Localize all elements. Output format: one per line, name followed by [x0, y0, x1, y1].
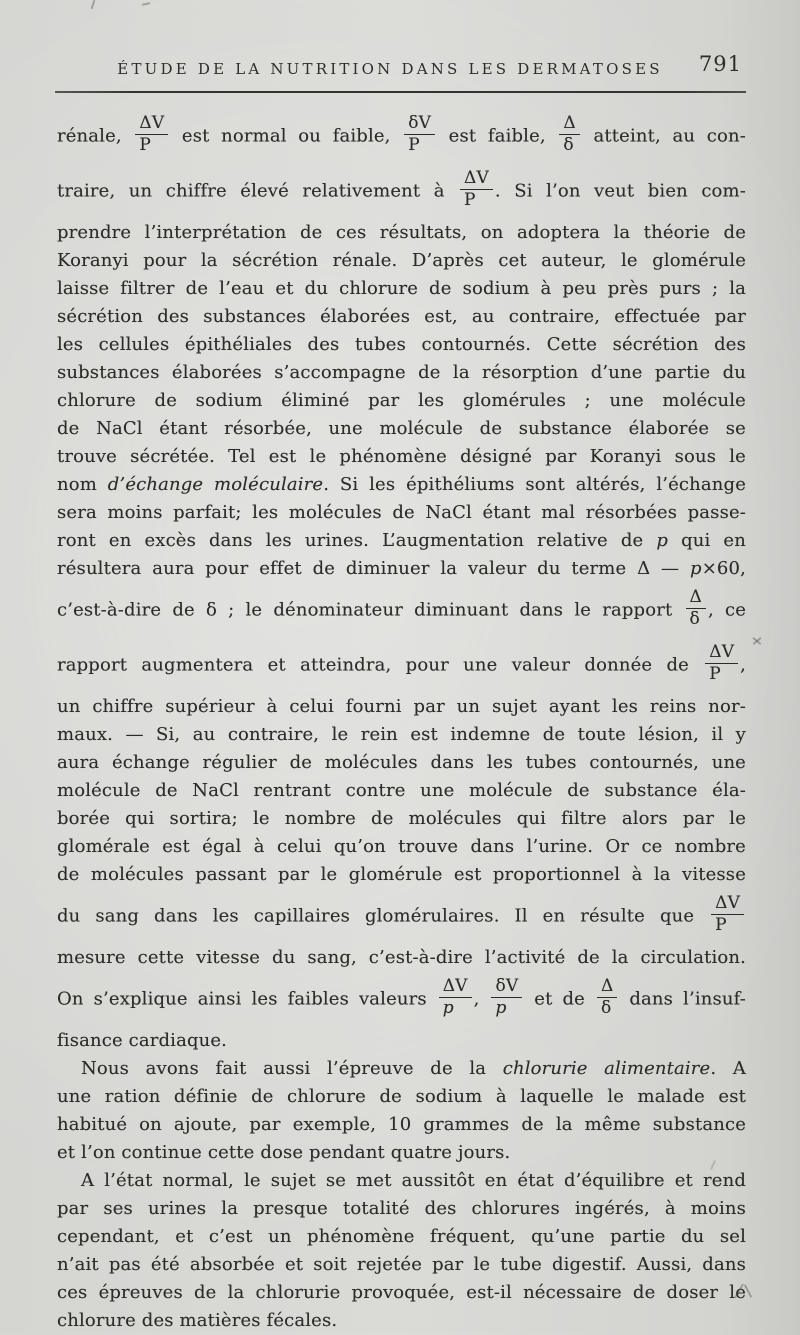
text-run: habitué on ajoute, par exemple, 10 grammes de la même substance: [57, 1114, 746, 1136]
text-line: [57, 359, 746, 387]
text-run: les cellules épithéliales des tubes contournés. Cette sécrétion des: [57, 334, 746, 356]
text-line: [57, 972, 746, 1027]
fraction-denominator: P: [404, 134, 435, 155]
text-run: Koranyi pour la sécrétion rénale. D’après cet auteur, le glomérule: [57, 250, 746, 272]
text-run: nom: [57, 474, 108, 496]
header-rule: [55, 91, 746, 93]
text-line: [57, 1195, 746, 1223]
text-run: un chiffre supérieur à celui fourni par un sujet ayant les reins nor-: [57, 696, 746, 718]
text-run: sécrétion des substances élaborées est, au contraire, effectuée par: [57, 306, 746, 328]
text-line: [57, 583, 746, 638]
text-line: [57, 861, 746, 889]
text-line: [57, 749, 746, 777]
fraction-numerator: δV: [408, 113, 432, 133]
text-run: . A: [710, 1058, 746, 1080]
fraction-denominator: p: [491, 997, 522, 1018]
fraction-denominator: p: [439, 997, 472, 1018]
fraction-denominator: δ: [686, 608, 706, 629]
text-run: c’est-à-dire de δ ; le dénominateur diminuant dans le rapport: [57, 599, 684, 621]
text-line: [57, 693, 746, 721]
text-run: glomérale est égal à celui qu’on trouve dans l’urine. Or ce nombre: [57, 836, 746, 858]
fraction: [686, 588, 706, 629]
text-line: [57, 1111, 746, 1139]
text-line: [57, 1055, 746, 1083]
text-run: molécule de NaCl rentrant contre une molécule de substance éla-: [57, 780, 746, 802]
text-line: [57, 247, 746, 275]
text-line: [57, 1279, 746, 1307]
text-run: maux. — Si, au contraire, le rein est indemne de toute lésion, il y: [57, 724, 746, 746]
text-run: de NaCl étant résorbée, une molécule de substance élaborée se: [57, 418, 746, 440]
text-run: . Si l’on veut bien com-: [494, 180, 746, 202]
text-run: sera moins parfait; les molécules de NaCl étant mal résorbées passe-: [57, 502, 746, 524]
text-line: [57, 805, 746, 833]
text-line: [57, 1027, 746, 1055]
fraction: [559, 114, 579, 155]
fraction-numerator: ΔV: [464, 168, 489, 189]
text-line: [57, 387, 746, 415]
fraction: [135, 114, 168, 155]
text-line: [57, 443, 746, 471]
text-line: [57, 833, 746, 861]
text-run: une ration définie de chlorure de sodium à laquelle le malade est: [57, 1086, 746, 1108]
fraction-numerator: ΔV: [715, 893, 740, 914]
text-run: rapport augmentera et atteindra, pour une valeur donnée de: [57, 654, 704, 676]
fraction-numerator: Δ: [600, 976, 614, 997]
text-run: , ce: [707, 599, 747, 621]
scan-speck: [91, 0, 96, 9]
italic-run: chlorurie alimentaire: [502, 1058, 711, 1080]
text-line: [57, 1307, 746, 1335]
text-line: [57, 275, 746, 303]
text-run: qui en: [668, 530, 746, 552]
text-run: rénale,: [57, 125, 134, 147]
paragraph: [57, 1055, 746, 1167]
fraction-numerator: δV: [495, 976, 519, 997]
fraction-denominator: P: [705, 663, 738, 684]
fraction-denominator: P: [135, 134, 168, 155]
page-header: [0, 52, 800, 86]
text-run: chlorure de sodium éliminé par les glomérules ; une molécule: [57, 390, 746, 412]
text-run: On s’explique ainsi les faibles valeurs: [57, 988, 437, 1010]
text-line: [57, 219, 746, 247]
fraction: [711, 894, 744, 935]
text-run: substances élaborées s’accompagne de la résorption d’une partie du: [57, 362, 746, 384]
fraction-numerator: ΔV: [139, 113, 165, 133]
text-line: [57, 889, 746, 944]
text-line: [57, 1167, 746, 1195]
fraction-denominator: P: [711, 914, 744, 935]
fraction-numerator: ΔV: [709, 642, 735, 663]
text-line: [57, 164, 746, 219]
fraction-numerator: ΔV: [442, 976, 468, 997]
italic-run: d’échange moléculaire: [107, 474, 324, 496]
text-run: atteint, au con-: [581, 125, 746, 147]
text-run: mesure cette vitesse du sang, c’est-à-dire l’activité de la circulation.: [57, 947, 746, 969]
text-run: est normal ou faible,: [170, 125, 403, 147]
text-run: trouve sécrétée. Tel est le phénomène désigné par Koranyi sous le: [57, 446, 746, 468]
text-run: traire, un chiffre élevé relativement à: [57, 180, 459, 202]
fraction-denominator: δ: [559, 134, 579, 155]
text-line: [57, 777, 746, 805]
text-run: est faible,: [437, 125, 558, 147]
text-run: résultera aura pour effet de diminuer la valeur du terme Δ —: [57, 558, 690, 580]
text-line: [57, 1083, 746, 1111]
text-run: de molécules passant par le glomérule est proportionnel à la vitesse: [57, 864, 746, 886]
fraction: [705, 643, 738, 684]
text-line: [57, 527, 746, 555]
text-run: chlorure des matières fécales.: [57, 1310, 338, 1332]
page-number: 791: [698, 52, 742, 76]
scan-speck: [142, 2, 150, 5]
text-line: [57, 471, 746, 499]
text-run: ,: [473, 988, 490, 1010]
text-run: aura échange régulier de molécules dans les tubes contournés, une: [57, 752, 746, 774]
text-line: [57, 1251, 746, 1279]
fraction-numerator: Δ: [689, 587, 702, 608]
text-run: du sang dans les capillaires glomérulaires. Il en résulte que: [57, 905, 710, 927]
body-text: [57, 109, 746, 1335]
text-run: borée qui sortira; le nombre de molécules qui filtre alors par le: [57, 808, 746, 830]
text-run: et de: [524, 988, 595, 1010]
text-line: [57, 499, 746, 527]
text-run: cependant, et c’est un phénomène fréquent, qu’une partie du sel: [57, 1226, 746, 1248]
text-run: ront en excès dans les urines. L’augmentation relative de: [57, 530, 657, 552]
text-run: n’ait pas été absorbée et soit rejetée par le tube digestif. Aussi, dans: [57, 1254, 746, 1276]
fraction: [460, 169, 493, 210]
text-run: ×60,: [701, 558, 746, 580]
text-line: [57, 944, 746, 972]
fraction: [439, 977, 472, 1018]
text-line: [57, 638, 746, 693]
text-run: prendre l’interprétation de ces résultats, on adoptera la théorie de: [57, 222, 746, 244]
italic-run: p: [656, 530, 669, 552]
text-run: A l’état normal, le sujet se met aussitôt en état d’équilibre et rend: [81, 1170, 746, 1192]
fraction-denominator: P: [460, 189, 493, 210]
text-line: [57, 1223, 746, 1251]
fraction-denominator: δ: [597, 997, 617, 1018]
text-run: fisance cardiaque.: [57, 1030, 228, 1052]
text-run: et l’on continue cette dose pendant quatre jours.: [57, 1142, 511, 1164]
text-run: Nous avons fait aussi l’épreuve de la: [81, 1058, 503, 1080]
text-line: [57, 1139, 746, 1167]
text-run: laisse filtrer de l’eau et du chlorure de sodium à peu près purs ; la: [57, 278, 746, 300]
paragraph: [57, 1167, 746, 1335]
text-run: ,: [740, 654, 746, 676]
fraction: [597, 977, 617, 1018]
text-line: [57, 555, 746, 583]
text-run: par ses urines la presque totalité des chlorures ingérés, à moins: [57, 1198, 746, 1220]
text-line: [57, 303, 746, 331]
fraction: [404, 114, 435, 155]
text-line: [57, 721, 746, 749]
italic-run: p: [690, 558, 702, 580]
text-line: [57, 109, 746, 164]
fraction: [491, 977, 522, 1018]
text-run: dans l’insuf-: [619, 988, 747, 1010]
running-head-title: ÉTUDE DE LA NUTRITION DANS LES DERMATOSES: [117, 60, 663, 78]
text-line: [57, 331, 746, 359]
text-run: . Si les épithéliums sont altérés, l’échange: [323, 474, 746, 496]
text-run: ces épreuves de la chlorurie provoquée, est-il nécessaire de doser le: [57, 1282, 746, 1304]
text-line: [57, 415, 746, 443]
fraction-numerator: Δ: [563, 113, 576, 133]
paragraph: [57, 109, 746, 1055]
